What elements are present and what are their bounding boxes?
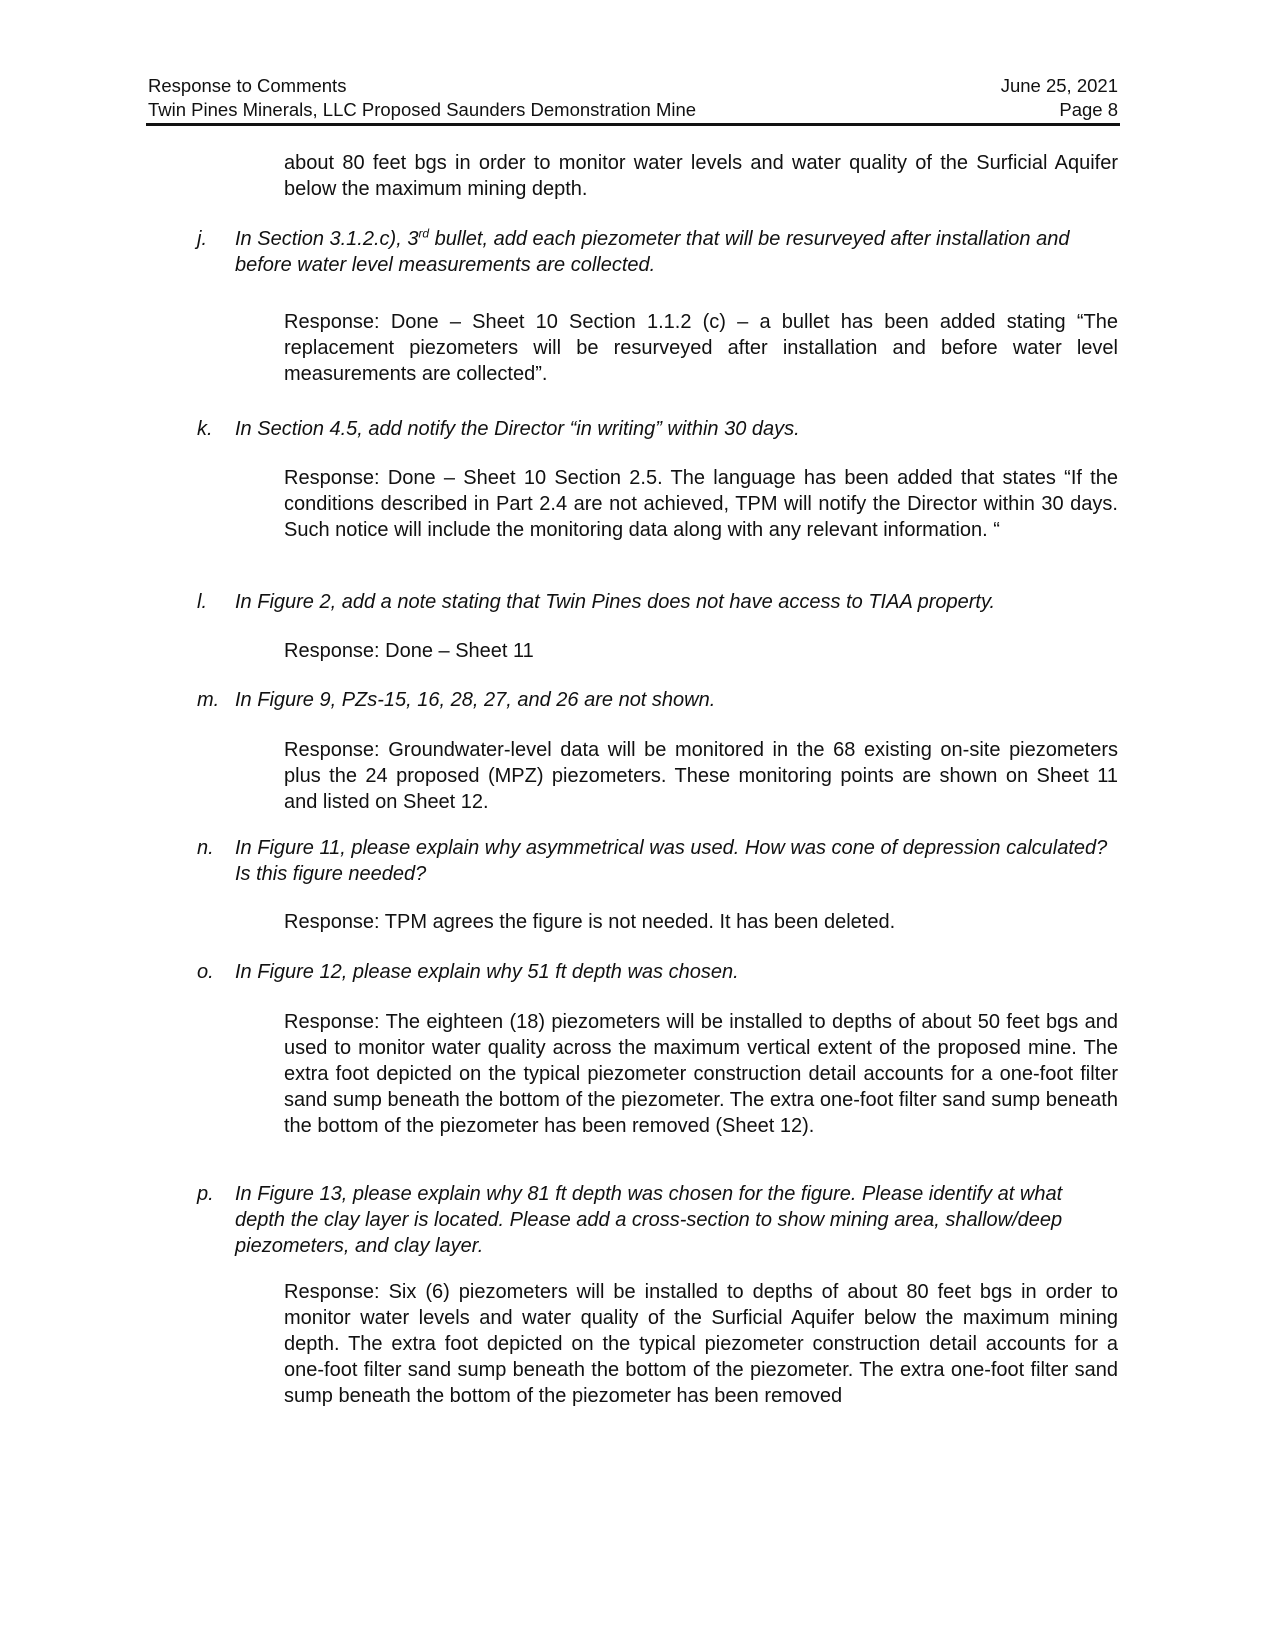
header-divider [146,123,1120,126]
response-j: Response: Done – Sheet 10 Section 1.1.2 (c) – a bullet has been added stating “The replacement piezometers will be resurveyed after installation and before water level measurements are collected”. [284,311,1118,385]
comment-text-part: In Section 3.1.2.c), 3 [235,228,419,250]
item-comment: In Figure 11, please explain why asymmetrical was used. How was cone of depression calculated? Is this figure needed? [235,837,1108,885]
response-l: Response: Done – Sheet 11 [284,640,534,662]
response-k: Response: Done – Sheet 10 Section 2.5. The language has been added that states “If the conditions described in Part 2.4 are not achieved, TPM will notify the Director within 30 days. Such notice will include the monitoring data along with any relevant information. “ [284,467,1118,541]
item-letter: o. [197,961,214,983]
document-date: June 25, 2021 [1000,75,1118,96]
item-letter: n. [197,837,214,859]
response-o: Response: The eighteen (18) piezometers will be installed to depths of about 50 feet bgs and used to monitor water quality across the maximum vertical extent of the proposed mine. The extra foot depicted on the typical piezometer construction detail accounts for a one-foot filter sand sump beneath the bottom of the piezometer. The extra one-foot filter sand sump beneath the bottom of the piezometer has been removed (Sheet 12). [284,1011,1118,1137]
page-header [148,74,1118,122]
response-p: Response: Six (6) piezometers will be installed to depths of about 80 feet bgs in order to monitor water levels and water quality of the Surficial Aquifer below the maximum mining depth. The extra foot depicted on the typical piezometer construction detail accounts for a one-foot filter sand sump beneath the bottom of the piezometer. The extra one-foot filter sand sump beneath the bottom of the piezometer has been removed [284,1281,1118,1407]
response-m: Response: Groundwater-level data will be monitored in the 68 existing on-site piezometers plus the 24 proposed (MPZ) piezometers. These monitoring points are shown on Sheet 11 and listed on Sheet 12. [284,739,1118,813]
item-letter: l. [197,591,207,613]
item-comment: In Figure 12, please explain why 51 ft depth was chosen. [235,961,739,983]
document-title: Response to Comments [148,75,347,96]
continued-response: about 80 feet bgs in order to monitor water levels and water quality of the Surficial Aquifer below the maximum mining depth. [284,152,1118,200]
header-row-1 [148,74,1118,98]
item-comment: In Section 4.5, add notify the Director “in writing” within 30 days. [235,418,800,440]
comment-text-part: bullet, add each piezometer that will be resurveyed after installation and before water level measurements are collected. [235,228,1070,276]
page-number: Page 8 [1059,99,1118,120]
item-comment: In Figure 2, add a note stating that Twin Pines does not have access to TIAA property. [235,591,996,613]
item-comment: In Figure 13, please explain why 81 ft depth was chosen for the figure. Please identify at what depth the clay layer is located. Please add a cross-section to show mining area, shallow/deep piezometers, and clay layer. [235,1183,1063,1257]
item-letter: j. [197,228,207,250]
project-name: Twin Pines Minerals, LLC Proposed Saunders Demonstration Mine [148,99,697,120]
item-comment [235,226,1115,278]
response-n: Response: TPM agrees the figure is not needed. It has been deleted. [284,911,896,933]
item-letter: k. [197,418,213,440]
item-comment: In Figure 9, PZs-15, 16, 28, 27, and 26 are not shown. [235,689,716,711]
comment-superscript: rd [418,226,430,241]
item-letter: p. [197,1183,214,1205]
item-letter: m. [197,689,220,711]
header-row-2 [148,98,1118,122]
